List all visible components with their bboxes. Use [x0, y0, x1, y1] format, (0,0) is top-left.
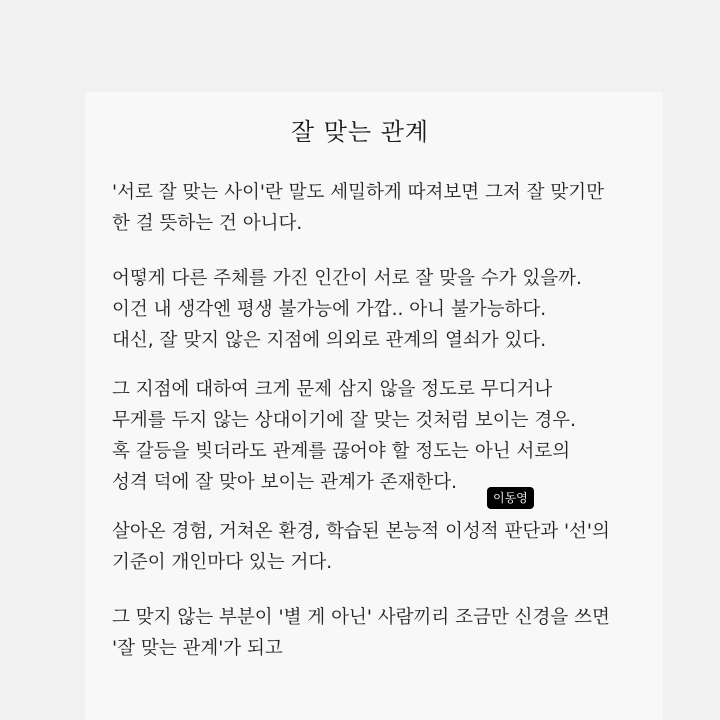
- paragraph-line: 살아온 경험, 거쳐온 환경, 학습된 본능적 이성적 판단과 '선'의: [112, 521, 610, 542]
- paragraph-line: '서로 잘 맞는 사이'란 말도 세밀하게 따져보면 그저 잘 맞기만: [112, 182, 605, 203]
- author-name-tag: 이동영: [487, 487, 534, 509]
- paragraph-line: 그 지점에 대하여 크게 문제 삼지 않을 정도로 무디거나: [112, 379, 553, 400]
- paragraph-line: 혹 갈등을 빚더라도 관계를 끊어야 할 정도는 아닌 서로의: [112, 441, 571, 462]
- paragraph-line: 대신, 잘 맞지 않은 지점에 의외로 관계의 열쇠가 있다.: [112, 330, 547, 351]
- paragraph-5: [112, 602, 610, 664]
- paragraph-line: 어떻게 다른 주체를 가진 인간이 서로 잘 맞을 수가 있을까.: [112, 268, 582, 289]
- paragraph-1: [112, 177, 604, 239]
- paragraph-line: 한 걸 뜻하는 건 아니다.: [112, 213, 303, 234]
- paragraph-line: 그 맞지 않는 부분이 '별 게 아닌' 사람끼리 조금만 신경을 쓰면: [112, 607, 610, 628]
- paragraph-line: 성격 덕에 잘 맞아 보이는 관계가 존재한다.: [112, 472, 457, 493]
- page-title: 잘 맞는 관계: [290, 118, 430, 146]
- paragraph-2: [112, 263, 582, 356]
- paragraph-line: 기준이 개인마다 있는 거다.: [112, 552, 333, 573]
- paragraph-line: 이건 내 생각엔 평생 불가능에 가깝.. 아니 불가능하다.: [112, 299, 547, 320]
- paragraph-line: '잘 맞는 관계'가 되고: [112, 638, 283, 659]
- paragraph-3: [112, 374, 576, 498]
- paragraph-line: 무게를 두지 않는 상대이기에 잘 맞는 것처럼 보이는 경우.: [112, 410, 576, 431]
- paragraph-4: [112, 516, 610, 578]
